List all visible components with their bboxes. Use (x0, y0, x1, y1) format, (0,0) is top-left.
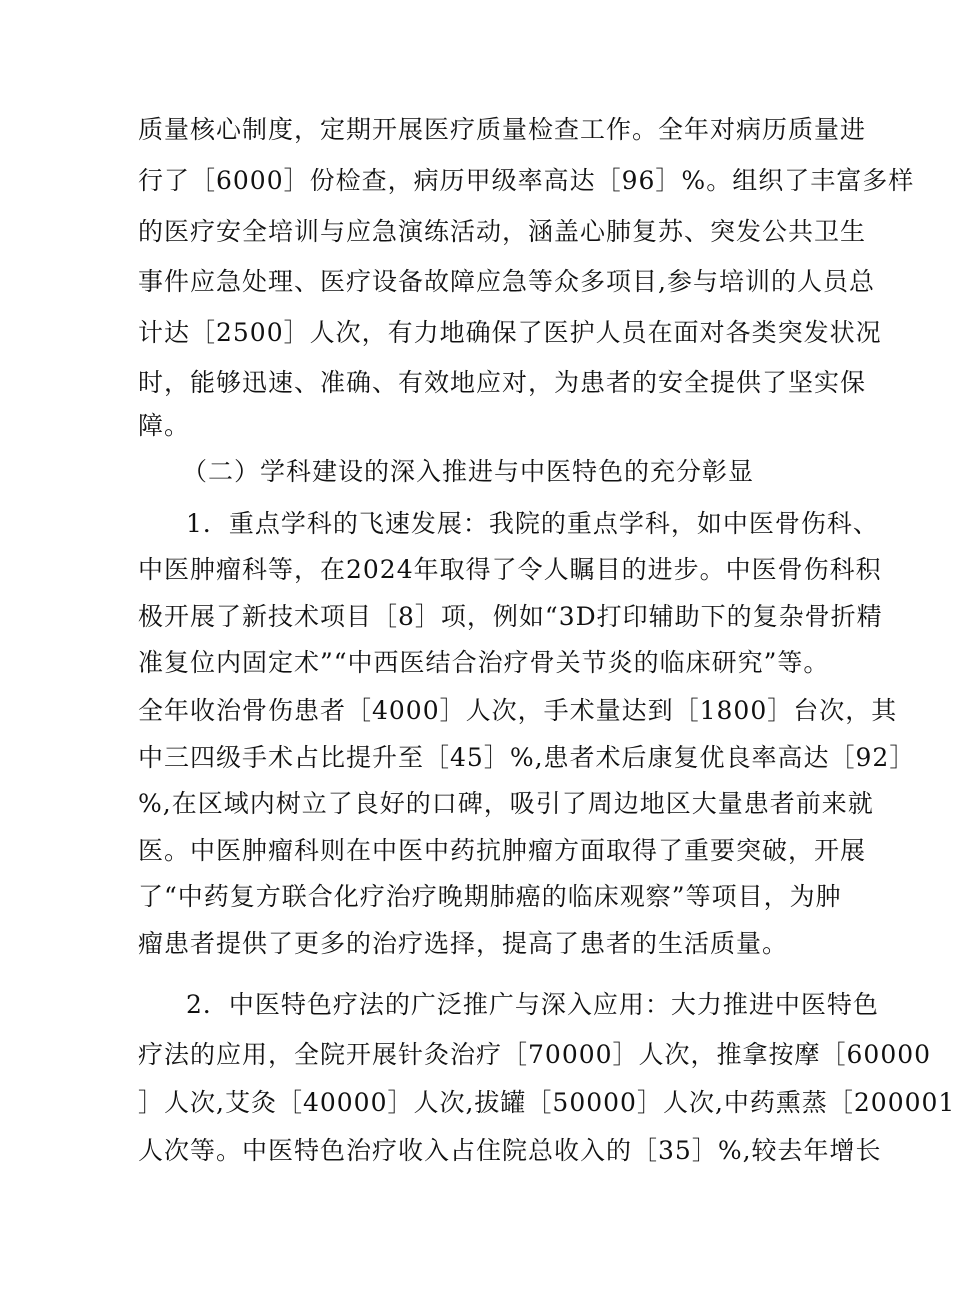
paragraph-2-line-1: 1．重点学科的飞速发展：我院的重点学科，如中医骨伤科、 (186, 509, 879, 538)
paragraph-2-line-7: %,在区域内树立了良好的口碑，吸引了周边地区大量患者前来就 (138, 789, 874, 818)
paragraph-3-line-1: 2．中医特色疗法的广泛推广与深入应用：大力推进中医特色 (186, 990, 879, 1019)
section-heading: （二）学科建设的深入推进与中医特色的充分彰显 (181, 457, 754, 486)
paragraph-3-line-3: ］人次,艾灸［40000］人次,拔罐［50000］人次,中药熏蒸［200001 (138, 1088, 955, 1117)
paragraph-1-line-4: 事件应急处理、医疗设备故障应急等众多项目,参与培训的人员总 (138, 267, 875, 296)
paragraph-3-line-2: 疗法的应用，全院开展针灸治疗［70000］人次，推拿按摩［60000 (138, 1040, 932, 1069)
paragraph-1-line-7: 障。 (138, 411, 191, 440)
paragraph-2-line-10: 瘤患者提供了更多的治疗选择，提高了患者的生活质量。 (138, 929, 789, 958)
paragraph-1-line-1: 质量核心制度，定期开展医疗质量检查工作。全年对病历质量进 (138, 115, 867, 144)
paragraph-1-line-5: 计达［2500］人次，有力地确保了医护人员在面对各类突发状况 (138, 318, 882, 347)
paragraph-1-line-3: 的医疗安全培训与应急演练活动，涵盖心肺复苏、突发公共卫生 (138, 217, 867, 246)
paragraph-1-line-6: 时，能够迅速、准确、有效地应对，为患者的安全提供了坚实保 (138, 368, 867, 397)
paragraph-2-line-6: 中三四级手术占比提升至［45］%,患者术后康复优良率高达［92］ (138, 743, 916, 772)
paragraph-2-line-2: 中医肿瘤科等，在2024年取得了令人瞩目的进步。中医骨伤科积 (138, 555, 882, 584)
paragraph-1-line-2: 行了［6000］份检查，病历甲级率高达［96］%。组织了丰富多样 (138, 166, 915, 195)
paragraph-2-line-5: 全年收治骨伤患者［4000］人次，手术量达到［1800］台次，其 (138, 696, 898, 725)
paragraph-2-line-8: 医。中医肿瘤科则在中医中药抗肿瘤方面取得了重要突破，开展 (138, 836, 867, 865)
paragraph-2-line-3: 极开展了新技术项目［8］项，例如“3D打印辅助下的复杂骨折精 (138, 602, 883, 631)
paragraph-2-line-4: 准复位内固定术”“中西医结合治疗骨关节炎的临床研究”等。 (138, 648, 830, 677)
paragraph-3-line-4: 人次等。中医特色治疗收入占住院总收入的［35］%,较去年增长 (138, 1136, 882, 1165)
paragraph-2-line-9: 了“中药复方联合化疗治疗晚期肺癌的临床观察”等项目，为肿 (138, 882, 842, 911)
